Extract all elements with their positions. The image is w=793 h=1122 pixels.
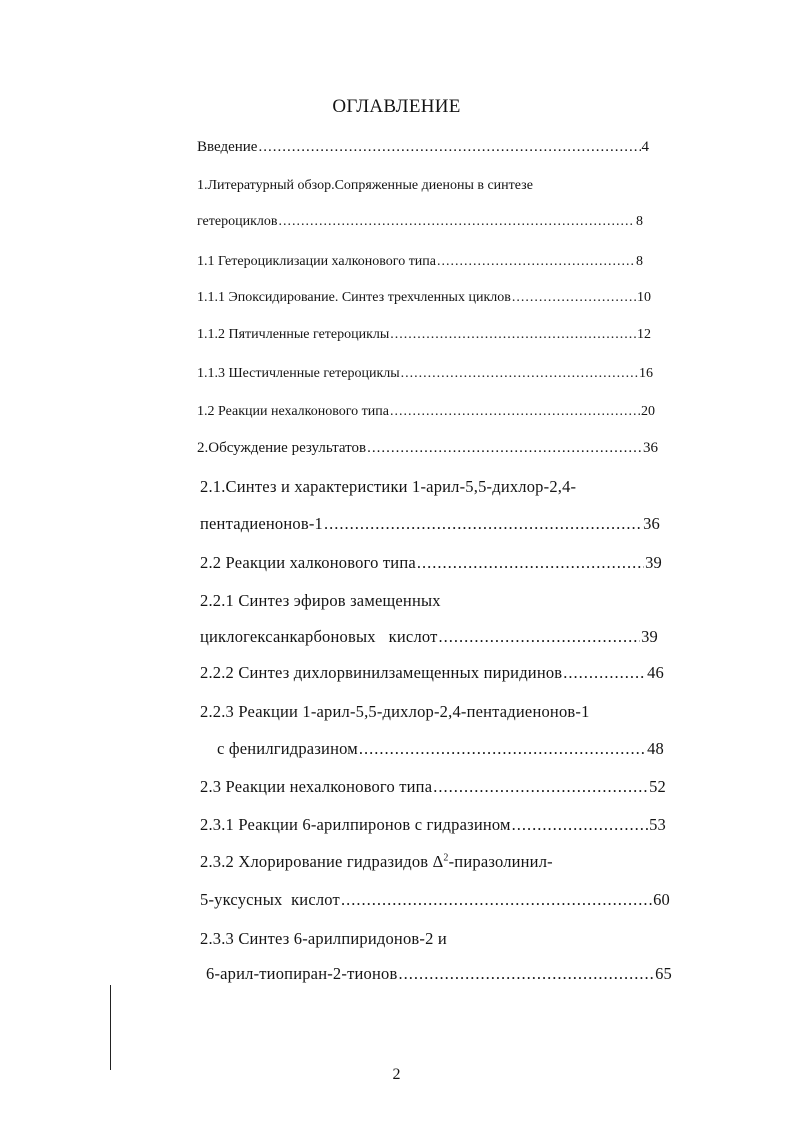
page-number: 2 xyxy=(392,1066,401,1083)
toc-entry-text: 1.1.3 Шестичленные гетероциклы xyxy=(197,366,400,381)
toc-entry-text: Введение xyxy=(197,139,258,155)
toc-entry-text: гетероциклов xyxy=(197,214,278,229)
toc-entry-page: 20 xyxy=(641,404,655,419)
toc-entry-page: 8 xyxy=(636,254,643,269)
toc-entry-text: с фенилгидразином xyxy=(217,739,358,758)
superscript: 2 xyxy=(443,852,449,864)
toc-entry-text: 2.2.2 Синтез дихлорвинилзамещенных пиридинов xyxy=(200,663,563,682)
toc-entry-page: 39 xyxy=(645,553,662,572)
toc-entry-text: 6-арил-тиопиран-2-тионов xyxy=(206,964,398,983)
toc-entry-text-prefix: 2.3.2 Хлорирование гидразидов Δ xyxy=(200,852,444,871)
toc-entry-page: 39 xyxy=(641,627,658,646)
toc-entry-page: 36 xyxy=(643,440,658,456)
toc-entry-lit-line2[interactable] xyxy=(197,214,643,230)
toc-entry-text: пентадиенонов-1 xyxy=(200,514,323,533)
toc-entry-2-1-line2[interactable] xyxy=(200,514,660,534)
toc-entry-text: 1.1.1 Эпоксидирование. Синтез трехчленных циклов xyxy=(197,290,511,305)
toc-entry-2-3-3-line2[interactable] xyxy=(206,964,672,984)
toc-entry-lit-line1[interactable]: 1.Литературный обзор.Сопряженные диеноны в синтезе xyxy=(197,178,533,193)
toc-entry-2-2-1-line2[interactable] xyxy=(200,627,658,647)
toc-entry-page: 36 xyxy=(643,514,660,533)
toc-entry-1-1-3[interactable] xyxy=(197,366,653,382)
toc-entry-1-1-1[interactable] xyxy=(197,290,651,306)
toc-entry-text: 1.2 Реакции нехалконового типа xyxy=(197,404,389,419)
toc-entry-2-3-2-line1[interactable] xyxy=(200,852,553,872)
toc-entry-page: 12 xyxy=(637,327,651,342)
toc-entry-2-3[interactable] xyxy=(200,777,666,797)
toc-entry-2-2-3-line2[interactable] xyxy=(217,739,664,759)
toc-entry-1-1[interactable] xyxy=(197,254,643,270)
toc-entry-text: 2.3 Реакции нехалконового типа xyxy=(200,777,433,796)
toc-entry-2-2-3-line1[interactable]: 2.2.3 Реакции 1-арил-5,5-дихлор-2,4-пентадиенонов-1 xyxy=(200,702,590,721)
toc-entry-text: 1.1 Гетероциклизации халконового типа xyxy=(197,254,437,269)
toc-entry-text: циклогексанкарбоновых кислот xyxy=(200,627,438,646)
toc-entry-page: 52 xyxy=(649,777,666,796)
toc-entry-text: 1.1.2 Пятичленные гетероциклы xyxy=(197,327,390,342)
toc-entry-text: 2.3.1 Реакции 6-арилпиронов с гидразином xyxy=(200,815,511,834)
toc-entry-1-1-2[interactable] xyxy=(197,327,651,343)
toc-entry-intro[interactable] xyxy=(197,139,649,156)
toc-entry-page: 60 xyxy=(653,890,670,909)
toc-entry-page: 4 xyxy=(641,139,649,155)
toc-entry-page: 8 xyxy=(636,214,643,229)
toc-entry-2-2-2[interactable] xyxy=(200,663,664,683)
toc-entry-page: 65 xyxy=(655,964,672,983)
toc-entry-page: 16 xyxy=(639,366,653,381)
toc-entry-text: 2.Обсуждение результатов xyxy=(197,440,367,456)
toc-entry-page: 53 xyxy=(649,815,666,834)
page-title: ОГЛАВЛЕНИЕ xyxy=(332,96,461,117)
toc-entry-2-2-1-line1[interactable]: 2.2.1 Синтез эфиров замещенных xyxy=(200,591,441,610)
toc-entry-2[interactable] xyxy=(197,440,658,457)
margin-scan-line xyxy=(110,985,111,1070)
toc-entry-1-2[interactable] xyxy=(197,404,655,420)
toc-entry-2-2[interactable] xyxy=(200,553,662,573)
toc-entry-text: 5-уксусных кислот xyxy=(200,890,340,909)
toc-entry-2-3-1[interactable] xyxy=(200,815,666,835)
toc-entry-2-3-2-line2[interactable] xyxy=(200,890,670,910)
toc-entry-text: 2.2 Реакции халконового типа xyxy=(200,553,416,572)
toc-entry-page: 46 xyxy=(647,663,664,682)
toc-entry-page: 48 xyxy=(647,739,664,758)
toc-entry-2-1-line1[interactable]: 2.1.Синтез и характеристики 1-арил-5,5-дихлор-2,4- xyxy=(200,477,577,496)
toc-entry-text-suffix: -пиразолинил- xyxy=(448,852,553,871)
toc-entry-page: 10 xyxy=(637,290,651,305)
toc-entry-2-3-3-line1[interactable]: 2.3.3 Синтез 6-арилпиридонов-2 и xyxy=(200,929,447,948)
